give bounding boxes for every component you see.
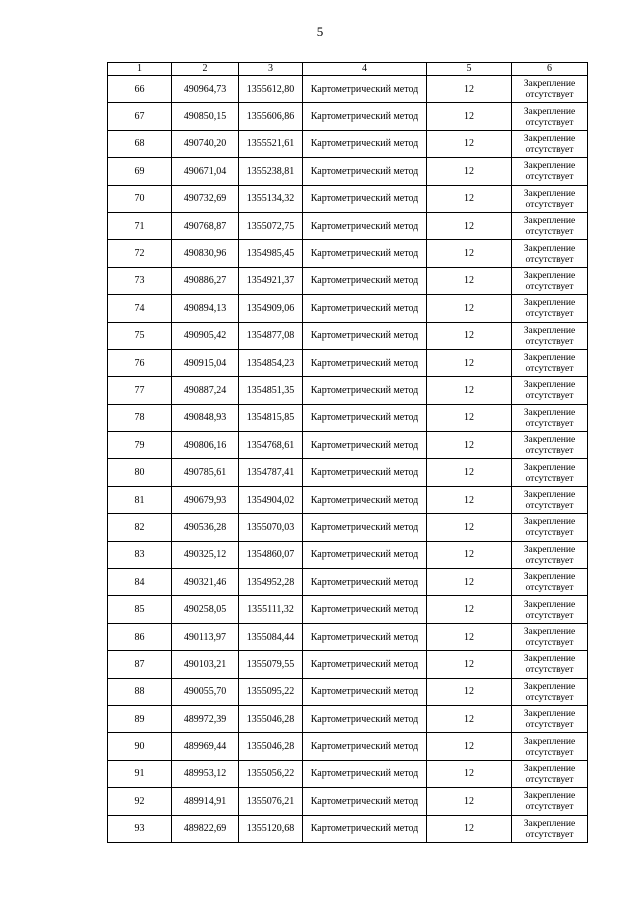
fixation-note-cell: Закрепление отсутствует xyxy=(512,815,588,842)
method-cell: Картометрический метод xyxy=(303,486,427,513)
point-number-cell: 91 xyxy=(108,760,172,787)
x-coordinate-cell: 490679,93 xyxy=(172,486,239,513)
y-coordinate-cell: 1355111,32 xyxy=(239,596,303,623)
method-cell: Картометрический метод xyxy=(303,733,427,760)
x-coordinate-cell: 490055,70 xyxy=(172,678,239,705)
fixation-note-cell: Закрепление отсутствует xyxy=(512,103,588,130)
accuracy-cell: 12 xyxy=(427,130,512,157)
y-coordinate-cell: 1354952,28 xyxy=(239,569,303,596)
x-coordinate-cell: 490768,87 xyxy=(172,212,239,239)
x-coordinate-cell: 490671,04 xyxy=(172,158,239,185)
method-cell: Картометрический метод xyxy=(303,76,427,103)
fixation-note-cell: Закрепление отсутствует xyxy=(512,158,588,185)
table-row xyxy=(108,514,588,541)
x-coordinate-cell: 490258,05 xyxy=(172,596,239,623)
point-number-cell: 90 xyxy=(108,733,172,760)
table-row xyxy=(108,295,588,322)
y-coordinate-cell: 1355079,55 xyxy=(239,651,303,678)
x-coordinate-cell: 490321,46 xyxy=(172,569,239,596)
point-number-cell: 84 xyxy=(108,569,172,596)
accuracy-cell: 12 xyxy=(427,240,512,267)
method-cell: Картометрический метод xyxy=(303,404,427,431)
accuracy-cell: 12 xyxy=(427,212,512,239)
accuracy-cell: 12 xyxy=(427,541,512,568)
accuracy-cell: 12 xyxy=(427,815,512,842)
method-cell: Картометрический метод xyxy=(303,103,427,130)
method-cell: Картометрический метод xyxy=(303,322,427,349)
x-coordinate-cell: 490536,28 xyxy=(172,514,239,541)
x-coordinate-cell: 489969,44 xyxy=(172,733,239,760)
table-row xyxy=(108,651,588,678)
table-row xyxy=(108,788,588,815)
accuracy-cell: 12 xyxy=(427,760,512,787)
table-row xyxy=(108,705,588,732)
accuracy-cell: 12 xyxy=(427,596,512,623)
table-row xyxy=(108,377,588,404)
y-coordinate-cell: 1355238,81 xyxy=(239,158,303,185)
x-coordinate-cell: 490850,15 xyxy=(172,103,239,130)
accuracy-cell: 12 xyxy=(427,322,512,349)
method-cell: Картометрический метод xyxy=(303,212,427,239)
table-row xyxy=(108,486,588,513)
y-coordinate-cell: 1355046,28 xyxy=(239,733,303,760)
y-coordinate-cell: 1355084,44 xyxy=(239,623,303,650)
method-cell: Картометрический метод xyxy=(303,240,427,267)
coordinates-table xyxy=(107,62,588,843)
fixation-note-cell: Закрепление отсутствует xyxy=(512,514,588,541)
table-row xyxy=(108,185,588,212)
fixation-note-cell: Закрепление отсутствует xyxy=(512,705,588,732)
point-number-cell: 73 xyxy=(108,267,172,294)
fixation-note-cell: Закрепление отсутствует xyxy=(512,322,588,349)
method-cell: Картометрический метод xyxy=(303,705,427,732)
fixation-note-cell: Закрепление отсутствует xyxy=(512,651,588,678)
point-number-cell: 67 xyxy=(108,103,172,130)
fixation-note-cell: Закрепление отсутствует xyxy=(512,404,588,431)
method-cell: Картометрический метод xyxy=(303,596,427,623)
accuracy-cell: 12 xyxy=(427,678,512,705)
fixation-note-cell: Закрепление отсутствует xyxy=(512,76,588,103)
point-number-cell: 87 xyxy=(108,651,172,678)
y-coordinate-cell: 1355612,80 xyxy=(239,76,303,103)
accuracy-cell: 12 xyxy=(427,295,512,322)
table-row xyxy=(108,76,588,103)
x-coordinate-cell: 490113,97 xyxy=(172,623,239,650)
accuracy-cell: 12 xyxy=(427,267,512,294)
accuracy-cell: 12 xyxy=(427,404,512,431)
fixation-note-cell: Закрепление отсутствует xyxy=(512,623,588,650)
point-number-cell: 72 xyxy=(108,240,172,267)
method-cell: Картометрический метод xyxy=(303,158,427,185)
column-header: 2 xyxy=(172,63,239,76)
y-coordinate-cell: 1354985,45 xyxy=(239,240,303,267)
column-header: 5 xyxy=(427,63,512,76)
x-coordinate-cell: 490887,24 xyxy=(172,377,239,404)
fixation-note-cell: Закрепление отсутствует xyxy=(512,295,588,322)
method-cell: Картометрический метод xyxy=(303,267,427,294)
y-coordinate-cell: 1354909,06 xyxy=(239,295,303,322)
y-coordinate-cell: 1354877,08 xyxy=(239,322,303,349)
accuracy-cell: 12 xyxy=(427,158,512,185)
table-row xyxy=(108,569,588,596)
fixation-note-cell: Закрепление отсутствует xyxy=(512,678,588,705)
fixation-note-cell: Закрепление отсутствует xyxy=(512,212,588,239)
y-coordinate-cell: 1354860,07 xyxy=(239,541,303,568)
method-cell: Картометрический метод xyxy=(303,815,427,842)
table-row xyxy=(108,815,588,842)
fixation-note-cell: Закрепление отсутствует xyxy=(512,432,588,459)
point-number-cell: 69 xyxy=(108,158,172,185)
fixation-note-cell: Закрепление отсутствует xyxy=(512,185,588,212)
accuracy-cell: 12 xyxy=(427,733,512,760)
point-number-cell: 70 xyxy=(108,185,172,212)
x-coordinate-cell: 490785,61 xyxy=(172,459,239,486)
accuracy-cell: 12 xyxy=(427,486,512,513)
method-cell: Картометрический метод xyxy=(303,130,427,157)
x-coordinate-cell: 490325,12 xyxy=(172,541,239,568)
y-coordinate-cell: 1355134,32 xyxy=(239,185,303,212)
fixation-note-cell: Закрепление отсутствует xyxy=(512,349,588,376)
method-cell: Картометрический метод xyxy=(303,760,427,787)
y-coordinate-cell: 1354921,37 xyxy=(239,267,303,294)
point-number-cell: 93 xyxy=(108,815,172,842)
table-row xyxy=(108,541,588,568)
point-number-cell: 66 xyxy=(108,76,172,103)
page-number: 5 xyxy=(316,24,324,39)
y-coordinate-cell: 1354768,61 xyxy=(239,432,303,459)
fixation-note-cell: Закрепление отсутствует xyxy=(512,240,588,267)
x-coordinate-cell: 489914,91 xyxy=(172,788,239,815)
fixation-note-cell: Закрепление отсутствует xyxy=(512,486,588,513)
accuracy-cell: 12 xyxy=(427,705,512,732)
x-coordinate-cell: 490894,13 xyxy=(172,295,239,322)
x-coordinate-cell: 490848,93 xyxy=(172,404,239,431)
fixation-note-cell: Закрепление отсутствует xyxy=(512,760,588,787)
method-cell: Картометрический метод xyxy=(303,185,427,212)
y-coordinate-cell: 1354815,85 xyxy=(239,404,303,431)
point-number-cell: 83 xyxy=(108,541,172,568)
x-coordinate-cell: 489822,69 xyxy=(172,815,239,842)
y-coordinate-cell: 1355072,75 xyxy=(239,212,303,239)
y-coordinate-cell: 1355521,61 xyxy=(239,130,303,157)
accuracy-cell: 12 xyxy=(427,377,512,404)
table-row xyxy=(108,158,588,185)
accuracy-cell: 12 xyxy=(427,76,512,103)
method-cell: Картометрический метод xyxy=(303,377,427,404)
accuracy-cell: 12 xyxy=(427,788,512,815)
point-number-cell: 89 xyxy=(108,705,172,732)
column-header: 1 xyxy=(108,63,172,76)
fixation-note-cell: Закрепление отсутствует xyxy=(512,596,588,623)
point-number-cell: 86 xyxy=(108,623,172,650)
fixation-note-cell: Закрепление отсутствует xyxy=(512,267,588,294)
x-coordinate-cell: 490905,42 xyxy=(172,322,239,349)
y-coordinate-cell: 1355076,21 xyxy=(239,788,303,815)
method-cell: Картометрический метод xyxy=(303,459,427,486)
y-coordinate-cell: 1354787,41 xyxy=(239,459,303,486)
method-cell: Картометрический метод xyxy=(303,623,427,650)
y-coordinate-cell: 1355046,28 xyxy=(239,705,303,732)
method-cell: Картометрический метод xyxy=(303,678,427,705)
accuracy-cell: 12 xyxy=(427,432,512,459)
table-row xyxy=(108,404,588,431)
column-header: 4 xyxy=(303,63,427,76)
table-row xyxy=(108,432,588,459)
accuracy-cell: 12 xyxy=(427,623,512,650)
fixation-note-cell: Закрепление отсутствует xyxy=(512,377,588,404)
x-coordinate-cell: 490740,20 xyxy=(172,130,239,157)
x-coordinate-cell: 490806,16 xyxy=(172,432,239,459)
table-row xyxy=(108,596,588,623)
x-coordinate-cell: 489953,12 xyxy=(172,760,239,787)
accuracy-cell: 12 xyxy=(427,651,512,678)
method-cell: Картометрический метод xyxy=(303,541,427,568)
point-number-cell: 68 xyxy=(108,130,172,157)
y-coordinate-cell: 1355120,68 xyxy=(239,815,303,842)
y-coordinate-cell: 1355070,03 xyxy=(239,514,303,541)
point-number-cell: 71 xyxy=(108,212,172,239)
y-coordinate-cell: 1354904,02 xyxy=(239,486,303,513)
column-header: 6 xyxy=(512,63,588,76)
table-row xyxy=(108,322,588,349)
method-cell: Картометрический метод xyxy=(303,788,427,815)
point-number-cell: 88 xyxy=(108,678,172,705)
fixation-note-cell: Закрепление отсутствует xyxy=(512,788,588,815)
x-coordinate-cell: 490964,73 xyxy=(172,76,239,103)
table-header-row xyxy=(108,63,588,76)
x-coordinate-cell: 490915,04 xyxy=(172,349,239,376)
y-coordinate-cell: 1355606,86 xyxy=(239,103,303,130)
fixation-note-cell: Закрепление отсутствует xyxy=(512,569,588,596)
point-number-cell: 78 xyxy=(108,404,172,431)
fixation-note-cell: Закрепление отсутствует xyxy=(512,130,588,157)
column-header: 3 xyxy=(239,63,303,76)
table-row xyxy=(108,130,588,157)
point-number-cell: 85 xyxy=(108,596,172,623)
method-cell: Картометрический метод xyxy=(303,295,427,322)
point-number-cell: 74 xyxy=(108,295,172,322)
table-row xyxy=(108,459,588,486)
point-number-cell: 80 xyxy=(108,459,172,486)
point-number-cell: 75 xyxy=(108,322,172,349)
accuracy-cell: 12 xyxy=(427,459,512,486)
table-row xyxy=(108,733,588,760)
table-row xyxy=(108,267,588,294)
y-coordinate-cell: 1354854,23 xyxy=(239,349,303,376)
accuracy-cell: 12 xyxy=(427,569,512,596)
table-row xyxy=(108,212,588,239)
fixation-note-cell: Закрепление отсутствует xyxy=(512,541,588,568)
y-coordinate-cell: 1355056,22 xyxy=(239,760,303,787)
method-cell: Картометрический метод xyxy=(303,651,427,678)
fixation-note-cell: Закрепление отсутствует xyxy=(512,459,588,486)
x-coordinate-cell: 490732,69 xyxy=(172,185,239,212)
point-number-cell: 81 xyxy=(108,486,172,513)
x-coordinate-cell: 490886,27 xyxy=(172,267,239,294)
method-cell: Картометрический метод xyxy=(303,349,427,376)
table-row xyxy=(108,678,588,705)
method-cell: Картометрический метод xyxy=(303,432,427,459)
table-row xyxy=(108,240,588,267)
point-number-cell: 79 xyxy=(108,432,172,459)
y-coordinate-cell: 1354851,35 xyxy=(239,377,303,404)
point-number-cell: 77 xyxy=(108,377,172,404)
x-coordinate-cell: 490830,96 xyxy=(172,240,239,267)
accuracy-cell: 12 xyxy=(427,514,512,541)
accuracy-cell: 12 xyxy=(427,185,512,212)
table-row xyxy=(108,349,588,376)
accuracy-cell: 12 xyxy=(427,103,512,130)
y-coordinate-cell: 1355095,22 xyxy=(239,678,303,705)
table-row xyxy=(108,760,588,787)
accuracy-cell: 12 xyxy=(427,349,512,376)
method-cell: Картометрический метод xyxy=(303,514,427,541)
point-number-cell: 82 xyxy=(108,514,172,541)
fixation-note-cell: Закрепление отсутствует xyxy=(512,733,588,760)
point-number-cell: 76 xyxy=(108,349,172,376)
x-coordinate-cell: 489972,39 xyxy=(172,705,239,732)
table-row xyxy=(108,623,588,650)
x-coordinate-cell: 490103,21 xyxy=(172,651,239,678)
method-cell: Картометрический метод xyxy=(303,569,427,596)
point-number-cell: 92 xyxy=(108,788,172,815)
table-row xyxy=(108,103,588,130)
